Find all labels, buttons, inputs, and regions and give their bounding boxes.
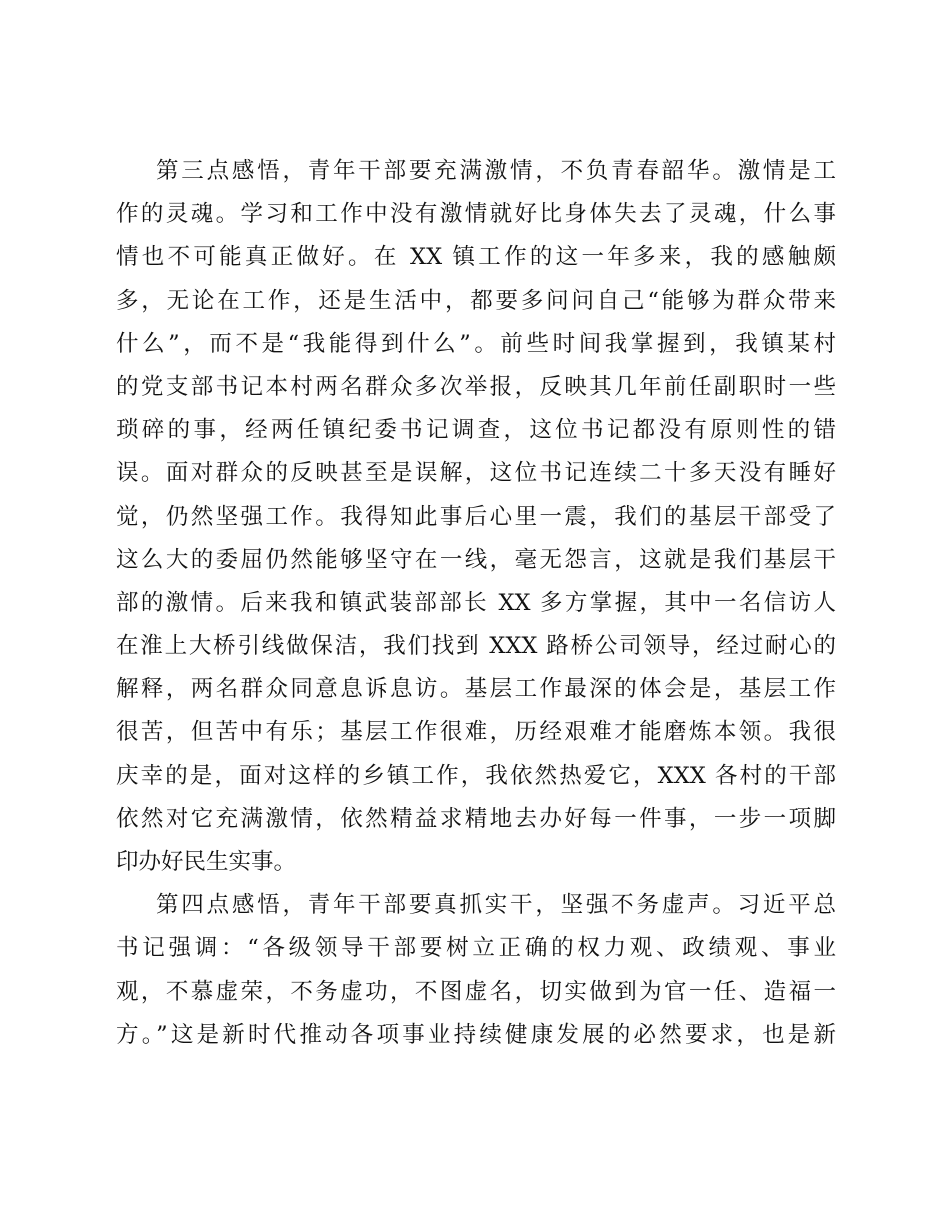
text-line: 观，不慕虚荣，不务虚功，不图虚名，切实做到为官一任、造福一 — [116, 978, 836, 1005]
text-line: 很苦，但苦中有乐；基层工作很难，历经艰难才能磨炼本领。我很 — [116, 719, 836, 746]
text-line: 方。”这是新时代推动各项事业持续健康发展的必然要求，也是新 — [116, 1021, 836, 1048]
text-line: 琐碎的事，经两任镇纪委书记调查，这位书记都没有原则性的错 — [116, 417, 836, 444]
text-line: 在淮上大桥引线做保洁，我们找到 XXX 路桥公司领导，经过耐心的 — [116, 633, 836, 660]
text-line: 庆幸的是，面对这样的乡镇工作，我依然热爱它，XXX 各村的干部 — [116, 762, 836, 789]
text-line: 误。面对群众的反映甚至是误解，这位书记连续二十多天没有睡好 — [116, 460, 836, 487]
text-line: 作的灵魂。学习和工作中没有激情就好比身体失去了灵魂，什么事 — [116, 201, 836, 228]
text-line: 什么”，而不是“我能得到什么”。前些时间我掌握到，我镇某村 — [116, 330, 836, 357]
text-line: 第四点感悟，青年干部要真抓实干，坚强不务虚声。习近平总 — [156, 892, 836, 919]
text-line: 情也不可能真正做好。在 XX 镇工作的这一年多来，我的感触颇 — [116, 244, 836, 271]
text-line: 的党支部书记本村两名群众多次举报，反映其几年前任副职时一些 — [116, 373, 836, 400]
document-body — [116, 150, 836, 1057]
text-line: 书记强调：“各级领导干部要树立正确的权力观、政绩观、事业 — [116, 935, 836, 962]
paragraph-1 — [116, 150, 836, 884]
text-line: 部的激情。后来我和镇武装部部长 XX 多方掌握，其中一名信访人 — [116, 589, 836, 616]
text-line: 印办好民生实事。 — [116, 849, 297, 875]
text-line: 第三点感悟，青年干部要充满激情，不负青春韶华。激情是工 — [156, 158, 836, 184]
paragraph-2 — [116, 884, 836, 1057]
text-line: 多，无论在工作，还是生活中，都要多问问自己“能够为群众带来 — [116, 287, 836, 314]
text-line: 这么大的委屈仍然能够坚守在一线，毫无怨言，这就是我们基层干 — [116, 546, 836, 573]
text-line: 依然对它充满激情，依然精益求精地去办好每一件事，一步一项脚 — [116, 805, 836, 832]
text-line: 解释，两名群众同意息诉息访。基层工作最深的体会是，基层工作 — [116, 676, 836, 703]
text-line: 觉，仍然坚强工作。我得知此事后心里一震，我们的基层干部受了 — [116, 503, 836, 530]
